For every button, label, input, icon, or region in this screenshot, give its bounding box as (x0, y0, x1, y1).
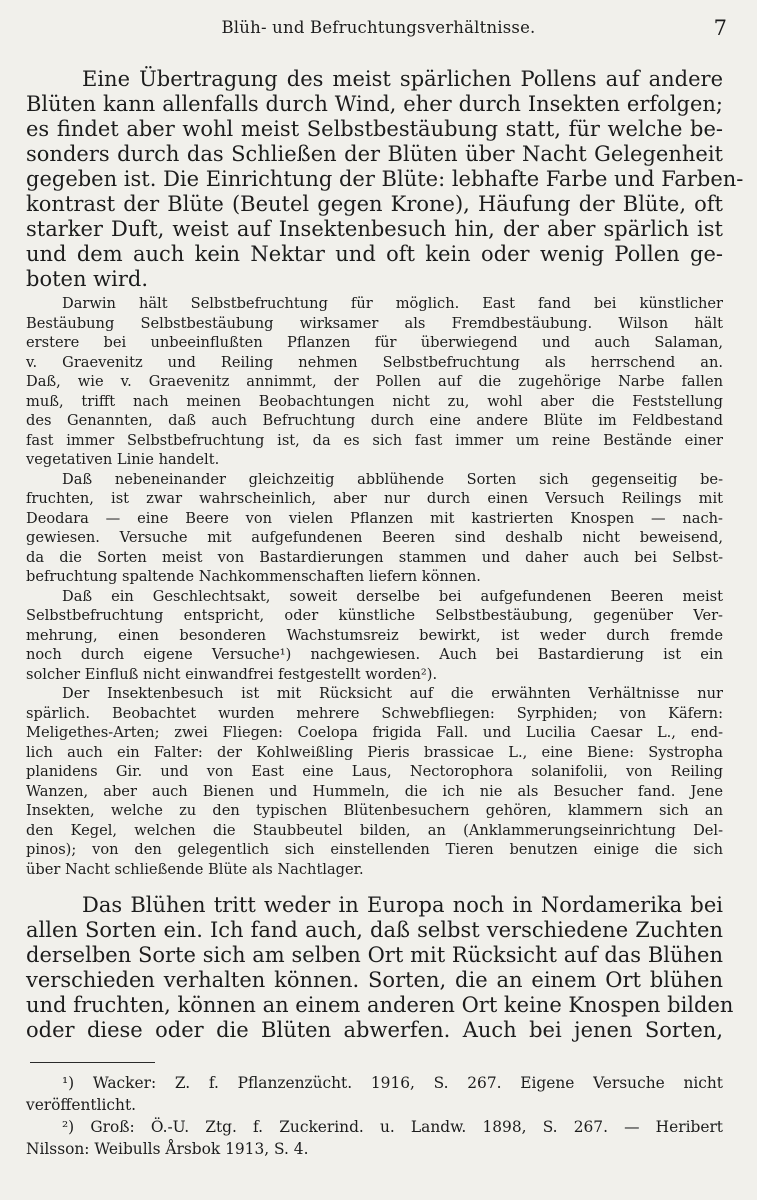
text-line: und fruchten, können an einem anderen Ort keine Knospen bilden (26, 993, 734, 1017)
footnote-line: Nilsson: Weibulls Årsbok 1913, S. 4. (26, 1140, 309, 1158)
page-number: 7 (713, 16, 727, 40)
text-line: Daß nebeneinander gleichzeitig abblühende Sorten sich gegenseitig be- (62, 470, 723, 488)
text-line: Daß ein Geschlechtsakt, soweit derselbe bei aufgefundenen Beeren meist (62, 587, 723, 605)
paragraph-blooming-varieties (26, 893, 734, 1043)
text-line: Meligethes-Arten; zwei Fliegen: Coelopa frigida Fall. und Lucilia Caesar L., end- (26, 724, 723, 741)
text-line: Das Blühen tritt weder in Europa noch in Nordamerika bei (82, 893, 723, 917)
text-line: planidens Gir. und von East eine Laus, Nectorophora solanifolii, von Reiling (26, 763, 723, 780)
text-line: starker Duft, weist auf Insektenbesuch hin, der aber spärlich ist (26, 217, 723, 241)
text-line: kontrast der Blüte (Beutel gegen Krone), Häufung der Blüte, oft (26, 192, 723, 216)
text-line: erstere bei unbeeinflußten Pflanzen für überwiegend und auch Salaman, (26, 334, 723, 351)
text-line: derselben Sorte sich am selben Ort mit Rücksicht auf das Blühen (26, 943, 723, 967)
text-line: verschieden verhalten können. Sorten, die an einem Ort blühen (26, 968, 723, 992)
text-line: Insekten, welche zu den typischen Blütenbesuchern gehören, klammern sich an (26, 802, 723, 819)
text-line: pinos); von den gelegentlich sich einstellenden Tieren benutzen einige die sich (26, 841, 723, 858)
text-line: befruchtung spaltende Nachkommenschaften liefern können. (26, 568, 481, 585)
text-line: mehrung, einen besonderen Wachstumsreiz bewirkt, ist weder durch fremde (26, 626, 723, 644)
text-line: Eine Übertragung des meist spärlichen Pollens auf andere (82, 67, 723, 91)
text-line: noch durch eigene Versuche¹) nachgewiesen. Auch bei Bastardierung ist ein (26, 646, 723, 663)
text-line: solcher Einfluß nicht einwandfrei festgestellt worden²). (26, 665, 438, 683)
text-line: Daß, wie v. Graevenitz annimmt, der Pollen auf die zugehörige Narbe fallen (26, 373, 723, 390)
footnote-line: ²) Groß: Ö.-U. Ztg. f. Zuckerind. u. Landw. 1898, S. 267. — Heribert (62, 1118, 723, 1136)
text-line: Der Insektenbesuch ist mit Rücksicht auf die erwähnten Verhältnisse nur (62, 685, 723, 702)
text-line: boten wird. (26, 267, 149, 291)
text-line: da die Sorten meist von Bastardierungen stammen und daher auch bei Selbst- (26, 548, 723, 566)
running-title: Blüh- und Befruchtungsverhältnisse. (221, 18, 536, 37)
footnote-line: veröffentlicht. (26, 1096, 137, 1114)
text-line: Darwin hält Selbstbefruchtung für möglich. East fand bei künstlicher (62, 295, 723, 312)
small-print-section (26, 294, 723, 879)
text-line: Selbstbefruchtung entspricht, oder künstliche Selbstbestäubung, gegenüber Ver- (26, 607, 723, 624)
text-line: Blüten kann allenfalls durch Wind, eher durch Insekten erfolgen; (26, 92, 723, 116)
text-line: es findet aber wohl meist Selbstbestäubung statt, für welche be- (26, 117, 723, 141)
text-line: über Nacht schließende Blüte als Nachtlager. (26, 860, 364, 878)
text-line: lich auch ein Falter: der Kohlweißling Pieris brassicae L., eine Biene: Systropha (26, 743, 723, 761)
paragraph-blooming-pollination (26, 67, 744, 292)
text-line: muß, trifft nach meinen Beobachtungen nicht zu, wohl aber die Feststellung (26, 392, 723, 410)
text-line: fast immer Selbstbefruchtung ist, da es sich fast immer um reine Bestände einer (26, 431, 723, 449)
text-line: v. Graevenitz und Reiling nehmen Selbstbefruchtung als herrschend an. (26, 353, 723, 371)
footnote-line: ¹) Wacker: Z. f. Pflanzenzücht. 1916, S. 267. Eigene Versuche nicht (62, 1074, 723, 1092)
text-line: allen Sorten ein. Ich fand auch, daß selbst verschiedene Zuchten (26, 918, 723, 942)
text-line: spärlich. Beobachtet wurden mehrere Schwebfliegen: Syrphiden; von Käfern: (26, 704, 723, 722)
text-line: des Genannten, daß auch Befruchtung durch eine andere Blüte im Feldbestand (26, 412, 723, 429)
footnote-separator (30, 1062, 155, 1063)
running-head (28, 18, 729, 44)
text-line: Deodara — eine Beere von vielen Pflanzen mit kastrierten Knospen — nach- (26, 509, 723, 527)
text-line: sonders durch das Schließen der Blüten über Nacht Gelegenheit (26, 142, 723, 166)
text-line: Wanzen, aber auch Bienen und Hummeln, die ich nie als Besucher fand. Jene (26, 782, 723, 800)
text-line: gewiesen. Versuche mit aufgefundenen Beeren sind deshalb nicht beweisend, (26, 529, 723, 546)
footnotes (26, 1072, 723, 1160)
text-line: oder diese oder die Blüten abwerfen. Auch bei jenen Sorten, (26, 1018, 723, 1042)
text-line: vegetativen Linie handelt. (26, 451, 220, 468)
text-line: und dem auch kein Nektar und oft kein oder wenig Pollen ge- (26, 242, 723, 266)
text-line: Bestäubung Selbstbestäubung wirksamer als Fremdbestäubung. Wilson hält (26, 314, 723, 332)
text-line: fruchten, ist zwar wahrscheinlich, aber nur durch einen Versuch Reilings mit (26, 490, 723, 507)
text-line: gegeben ist. Die Einrichtung der Blüte: lebhafte Farbe und Farben- (26, 167, 744, 191)
text-line: den Kegel, welchen die Staubbeutel bilden, an (Anklammerungseinrichtung Del- (26, 821, 723, 839)
